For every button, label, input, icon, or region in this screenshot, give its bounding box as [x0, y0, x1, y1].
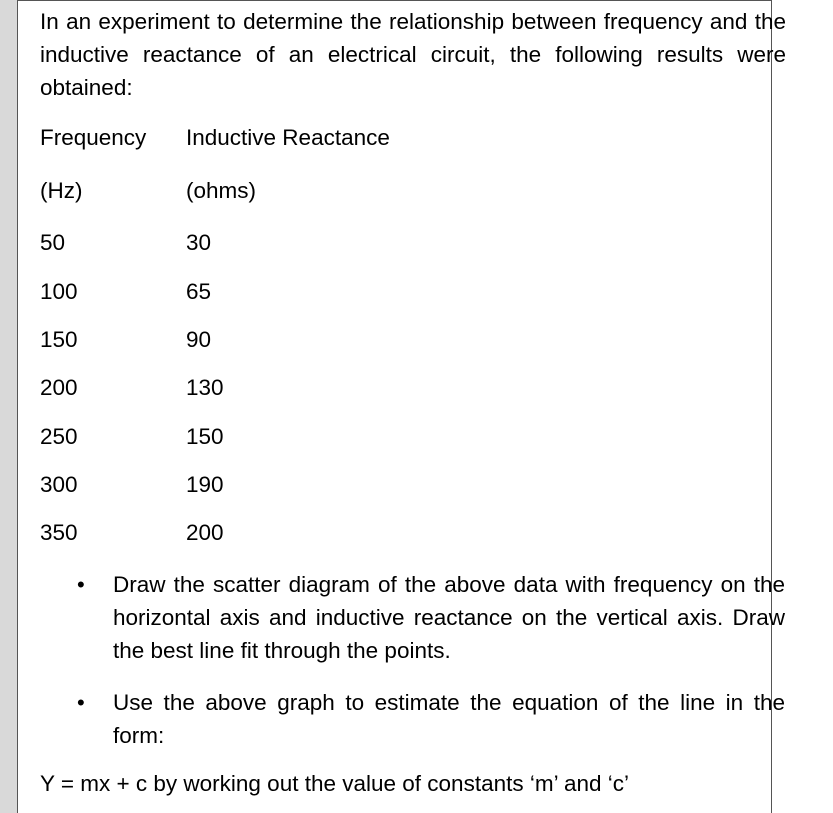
table-header-row — [40, 121, 786, 151]
question-content — [40, 5, 786, 748]
table-row — [40, 371, 786, 401]
question-box — [17, 0, 786, 813]
table-row — [40, 468, 786, 498]
reactance-cell: 130 — [186, 375, 224, 400]
table-units-row — [40, 174, 786, 204]
unit-frequency: (Hz) — [40, 178, 83, 203]
header-inductive-reactance: Inductive Reactance — [186, 125, 390, 150]
intro-paragraph: In an experiment to determine the relationship between frequency and the inductive reactance of an electrical circuit, the following results were obtained: — [40, 9, 786, 100]
header-frequency: Frequency — [40, 125, 147, 150]
reactance-cell: 65 — [186, 279, 212, 304]
reactance-cell: 90 — [186, 327, 212, 352]
frequency-cell: 300 — [40, 472, 78, 497]
table-row — [40, 323, 786, 353]
frequency-cell: 150 — [40, 327, 78, 352]
bullet-icon: • — [77, 690, 85, 715]
frequency-cell: 350 — [40, 520, 78, 545]
table-row — [40, 420, 786, 450]
table-row — [40, 516, 786, 546]
frequency-cell: 50 — [40, 230, 66, 255]
frequency-cell: 200 — [40, 375, 78, 400]
left-margin-strip — [0, 0, 17, 813]
bullet-text: Draw the scatter diagram of the above data with frequency on the horizontal axis and inductive reactance on the vertical axis. Draw the best line fit through the points. — [113, 572, 785, 663]
reactance-cell: 200 — [186, 520, 224, 545]
reactance-cell: 30 — [186, 230, 212, 255]
unit-reactance: (ohms) — [186, 178, 257, 203]
table-row — [40, 226, 786, 256]
reactance-cell: 150 — [186, 424, 224, 449]
reactance-cell: 190 — [186, 472, 224, 497]
frequency-cell: 250 — [40, 424, 78, 449]
frequency-cell: 100 — [40, 279, 78, 304]
table-row — [40, 275, 786, 305]
equation-instruction: Y = mx + c by working out the value of constants ‘m’ and ‘c’ — [40, 771, 630, 796]
bullet-icon: • — [77, 572, 85, 597]
bullet-text: Use the above graph to estimate the equation of the line in the form: — [113, 690, 785, 748]
